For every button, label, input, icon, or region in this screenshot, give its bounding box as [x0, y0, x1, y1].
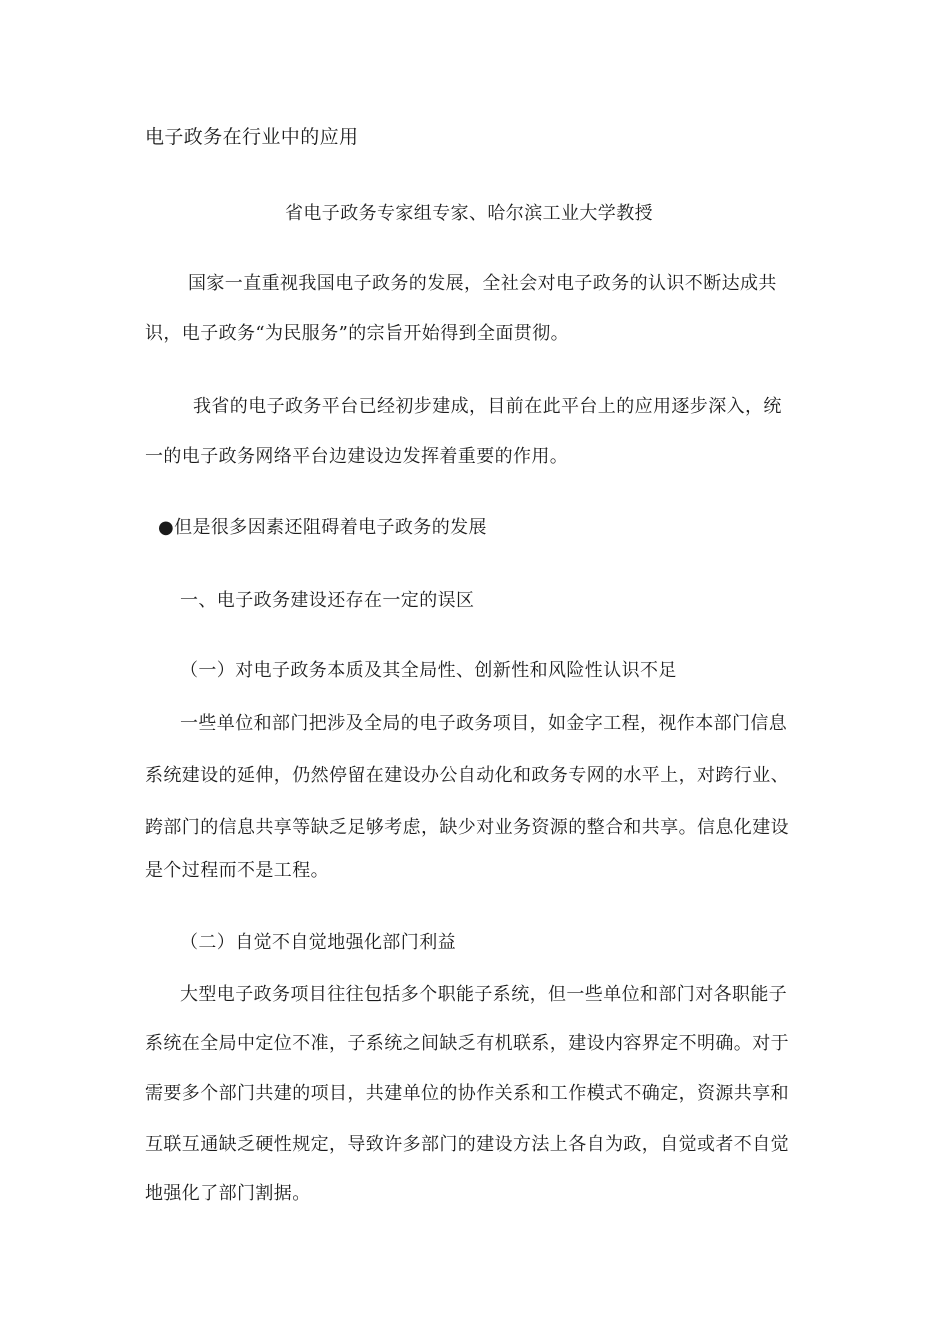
subsection-1-line-3: 跨部门的信息共享等缺乏足够考虑，缺少对业务资源的整合和共享。信息化建设 — [145, 817, 789, 838]
subsection-2-line-5: 地强化了部门割据。 — [145, 1183, 311, 1204]
bullet-point: ●但是很多因素还阻碍着电子政务的发展 — [158, 517, 487, 538]
subsection-1-line-2: 系统建设的延伸，仍然停留在建设办公自动化和政务专网的水平上，对跨行业、 — [145, 765, 789, 786]
subsection-1-line-1: 一些单位和部门把涉及全局的电子政务项目，如金字工程，视作本部门信息 — [180, 713, 788, 734]
paragraph-1-line-2: 识，电子政务“为民服务”的宗旨开始得到全面贯彻。 — [145, 323, 570, 344]
subsection-1-heading: （一）对电子政务本质及其全局性、创新性和风险性认识不足 — [180, 660, 677, 681]
subsection-2-line-2: 系统在全局中定位不准，子系统之间缺乏有机联系，建设内容界定不明确。对于 — [145, 1033, 789, 1054]
subsection-2-line-3: 需要多个部门共建的项目，共建单位的协作关系和工作模式不确定，资源共享和 — [145, 1083, 789, 1104]
subsection-2-heading: （二）自觉不自觉地强化部门利益 — [180, 932, 456, 953]
paragraph-1-line-1: 国家一直重视我国电子政务的发展，全社会对电子政务的认识不断达成共 — [188, 273, 777, 294]
document-title: 电子政务在行业中的应用 — [145, 126, 359, 148]
paragraph-2-line-2: 一的电子政务网络平台边建设边发挥着重要的作用。 — [145, 446, 569, 467]
paragraph-2-line-1: 我省的电子政务平台已经初步建成，目前在此平台上的应用逐步深入，统 — [193, 396, 782, 417]
section-heading: 一、电子政务建设还存在一定的误区 — [180, 590, 475, 611]
subsection-2-line-1: 大型电子政务项目往往包括多个职能子系统，但一些单位和部门对各职能子 — [180, 984, 788, 1005]
subsection-1-line-4: 是个过程而不是工程。 — [145, 860, 329, 881]
author-line: 省电子政务专家组专家、哈尔滨工业大学教授 — [285, 203, 653, 224]
subsection-2-line-4: 互联互通缺乏硬性规定，导致许多部门的建设方法上各自为政，自觉或者不自觉 — [145, 1134, 789, 1155]
